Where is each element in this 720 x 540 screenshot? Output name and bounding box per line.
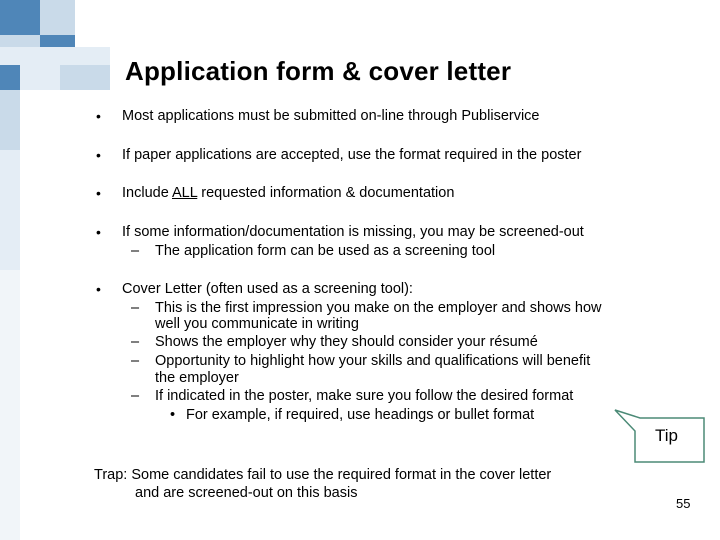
- trap-note-line1: Trap: Some candidates fail to use the required format in the cover letter: [94, 467, 552, 483]
- page-number: 55: [676, 496, 691, 511]
- sub-sub-item-text: For example, if required, use headings or bullet format: [186, 407, 535, 423]
- bullet-text: Most applications must be submitted on-line through Publiservice: [122, 108, 540, 124]
- sub-item-text: Shows the employer why they should consider your résumé: [155, 334, 538, 350]
- trap-note-line2: and are screened-out on this basis: [135, 485, 358, 501]
- sub-item-text: Opportunity to highlight how your skills and qualifications will benefit: [155, 353, 591, 369]
- bullet-marker: •: [96, 224, 101, 240]
- dash-marker: –: [131, 243, 140, 259]
- dash-marker: –: [131, 388, 140, 404]
- sub-item-text-cont: well you communicate in writing: [155, 316, 359, 332]
- sub-item-text-cont: the employer: [155, 370, 239, 386]
- dash-marker: –: [131, 353, 140, 369]
- dash-marker: –: [131, 300, 140, 316]
- tip-label: Tip: [655, 426, 678, 445]
- bullet-text-post: requested information & documentation: [197, 185, 455, 201]
- bullet-text: If some information/documentation is missing, you may be screened-out: [122, 224, 584, 240]
- sub-item-text: The application form can be used as a screening tool: [155, 243, 496, 259]
- bullet-marker: •: [96, 147, 101, 163]
- sub-item-text: This is the first impression you make on the employer and shows how: [155, 300, 602, 316]
- bullet-marker: •: [96, 185, 101, 201]
- bullet-text: Cover Letter (often used as a screening tool):: [122, 281, 413, 297]
- bullet-text: If paper applications are accepted, use the format required in the poster: [122, 147, 582, 163]
- sub-item-text: If indicated in the poster, make sure you follow the desired format: [155, 388, 574, 404]
- bullet-marker: •: [170, 407, 176, 423]
- slide-title: Application form & cover letter: [125, 56, 512, 86]
- dash-marker: –: [131, 334, 140, 350]
- bullet-marker: •: [96, 281, 101, 297]
- underlined-word: ALL: [172, 185, 198, 201]
- bullet-marker: •: [96, 108, 101, 124]
- bullet-text-pre: Include: [122, 185, 172, 201]
